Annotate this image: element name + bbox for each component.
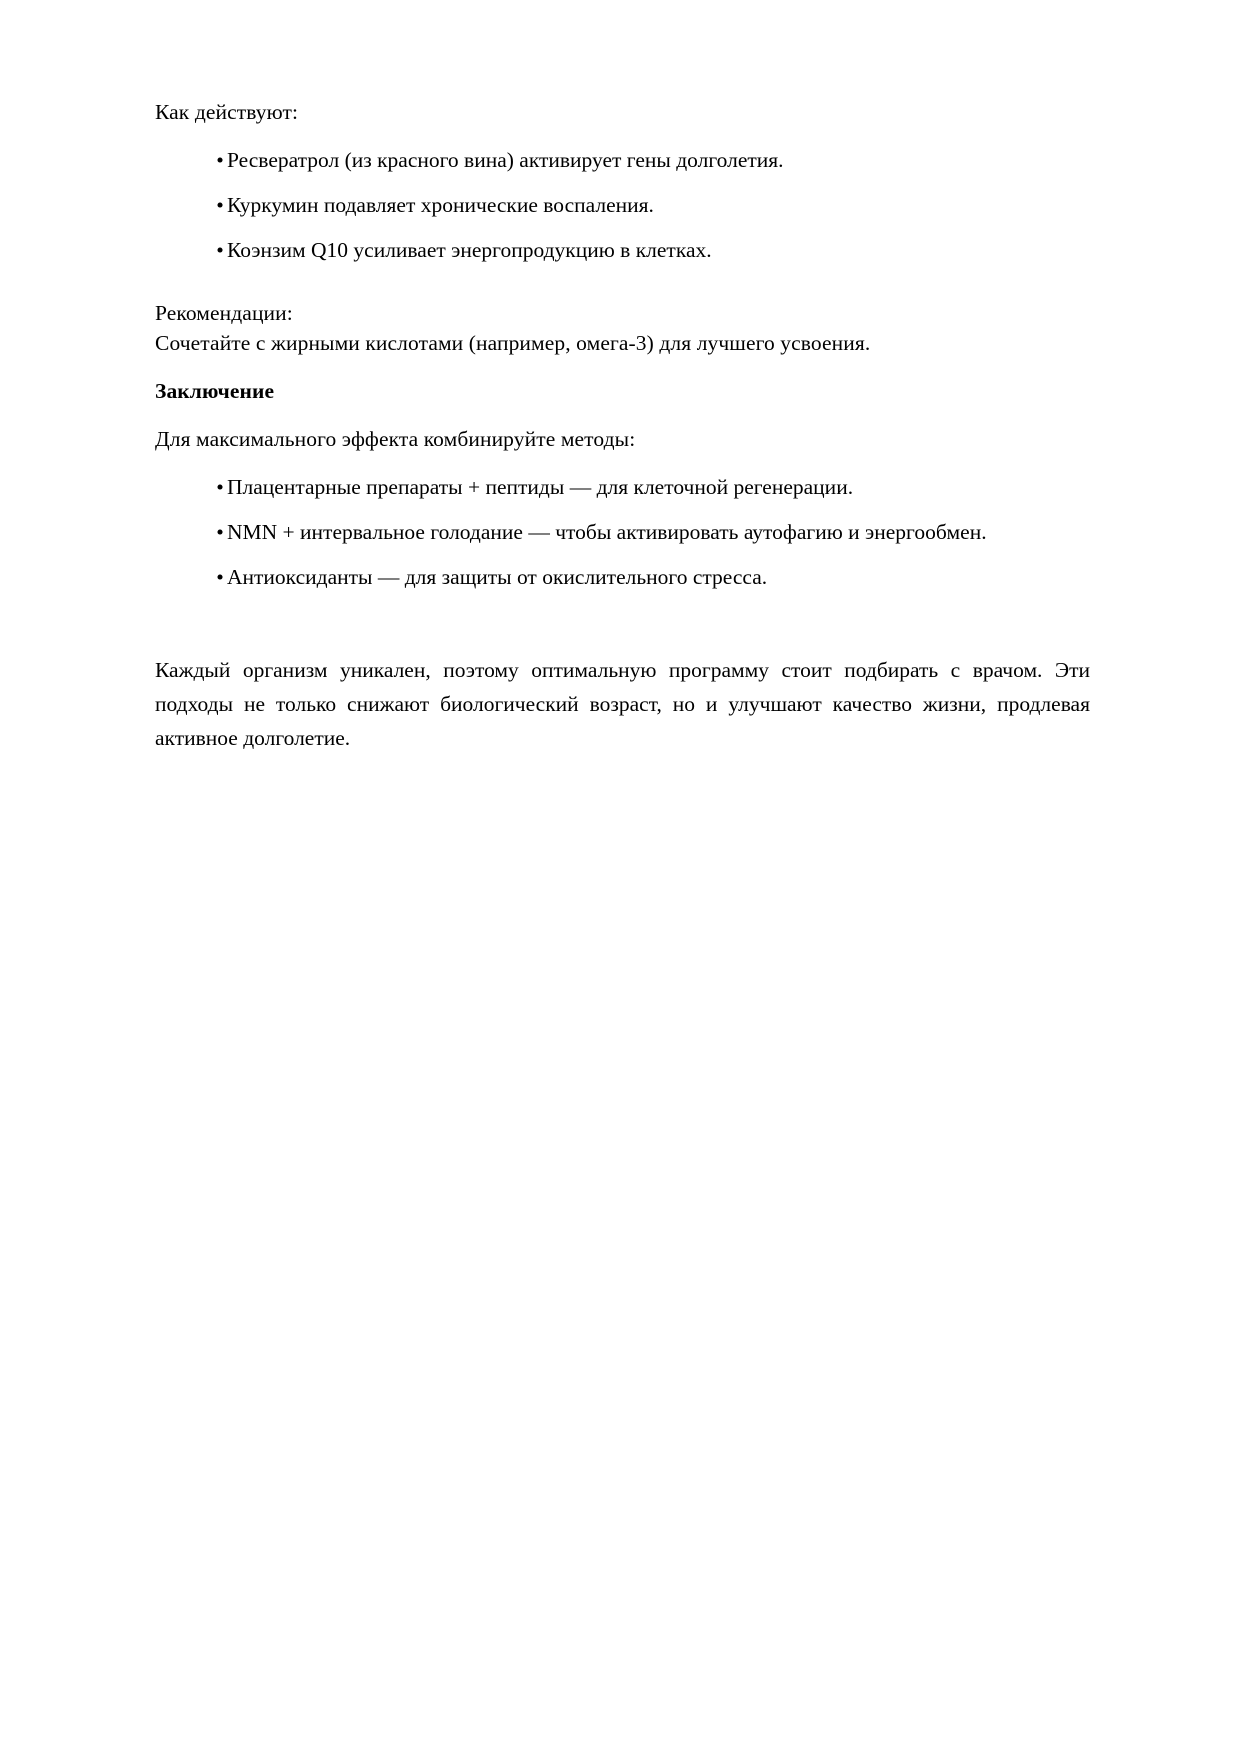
- document-body: [155, 97, 1090, 776]
- list-item: [155, 517, 1090, 562]
- list-item-label: Куркумин подавляет хронические воспаления.: [227, 193, 654, 217]
- list-item-label: Антиоксиданты — для защиты от окислительного стресса.: [227, 565, 768, 589]
- list-item-label: Ресвератрол (из красного вина) активирует гены долголетия.: [227, 148, 784, 172]
- bullet-icon: •: [216, 193, 224, 217]
- spacer: [155, 280, 1090, 298]
- list-item-label: Плацентарные препараты + пептиды — для клеточной регенерации.: [227, 475, 854, 499]
- list-item: [155, 472, 1090, 517]
- how-they-work-list: [155, 145, 1090, 280]
- bullet-icon: •: [216, 475, 224, 499]
- conclusion-intro: Для максимального эффекта комбинируйте методы:: [155, 427, 636, 451]
- bullet-icon: •: [216, 565, 224, 589]
- conclusion-list: [155, 472, 1090, 607]
- conclusion-closing-paragraph: Каждый организм уникален, поэтому оптимальную программу стоит подбирать с врачом. Эти подходы не только снижают биологический возраст, но и улучшают качество жизни, продлевая активное долголетие.: [155, 657, 1090, 750]
- list-item: [155, 235, 1090, 280]
- recommendations-text: Сочетайте с жирными кислотами (например, омега-3) для лучшего усвоения.: [155, 331, 871, 355]
- list-item-label: NMN + интервальное голодание — чтобы активировать аутофагию и энергообмен.: [227, 520, 987, 544]
- list-item: [155, 562, 1090, 607]
- conclusion-heading: Заключение: [155, 379, 275, 403]
- bullet-icon: •: [216, 238, 224, 262]
- bullet-icon: •: [216, 520, 224, 544]
- spacer: [155, 607, 1090, 631]
- bullet-icon: •: [216, 148, 224, 172]
- list-item: [155, 145, 1090, 190]
- list-item-label: Коэнзим Q10 усиливает энергопродукцию в клетках.: [227, 238, 712, 262]
- how-they-work-intro: Как действуют:: [155, 100, 299, 124]
- recommendations-label: Рекомендации:: [155, 301, 293, 325]
- list-item: [155, 190, 1090, 235]
